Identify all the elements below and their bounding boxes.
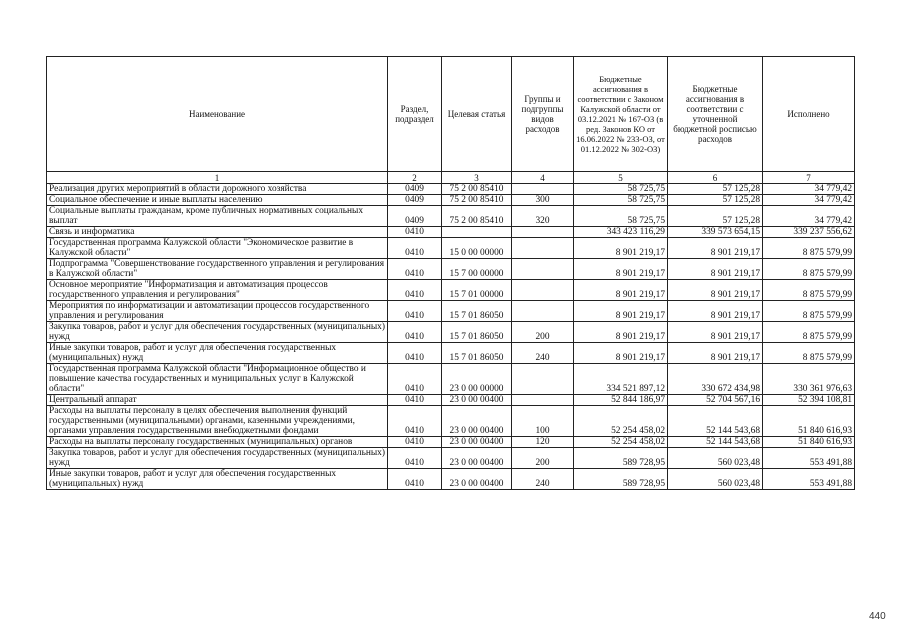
table-row [47, 448, 855, 469]
row-section: 0410 [388, 406, 442, 437]
row-section: 0410 [388, 259, 442, 280]
row-name: Закупка товаров, работ и услуг для обеспечения государственных (муниципальных) нужд [47, 322, 388, 343]
row-section: 0410 [388, 395, 442, 406]
row-executed: 52 394 108,81 [763, 395, 855, 406]
row-section: 0410 [388, 364, 442, 395]
row-approved: 343 423 116,29 [574, 227, 668, 238]
budget-table [46, 56, 855, 490]
row-executed: 553 491,88 [763, 448, 855, 469]
row-approved: 589 728,95 [574, 469, 668, 490]
row-group: 200 [512, 322, 574, 343]
row-name: Государственная программа Калужской области "Экономическое развитие в Калужской области" [47, 238, 388, 259]
table-row [47, 184, 855, 195]
row-approved: 52 254 458,02 [574, 437, 668, 448]
row-group: 100 [512, 406, 574, 437]
row-refined: 8 901 219,17 [668, 259, 763, 280]
row-section: 0410 [388, 469, 442, 490]
row-name: Связь и информатика [47, 227, 388, 238]
budget-rows [47, 184, 855, 490]
row-refined: 8 901 219,17 [668, 343, 763, 364]
row-executed: 51 840 616,93 [763, 406, 855, 437]
table-row [47, 343, 855, 364]
column-number: 5 [574, 172, 668, 184]
row-name: Расходы на выплаты персоналу в целях обеспечения выполнения функций государственными (муниципальными) органами, казенными учреждениями, органами управления государственными внебюджетными фондами [47, 406, 388, 437]
row-article: 15 7 01 86050 [442, 301, 512, 322]
row-refined: 560 023,48 [668, 469, 763, 490]
column-number: 6 [668, 172, 763, 184]
row-group [512, 280, 574, 301]
row-executed: 330 361 976,63 [763, 364, 855, 395]
column-number: 7 [763, 172, 855, 184]
table-row [47, 364, 855, 395]
row-article: 15 7 00 00000 [442, 259, 512, 280]
row-executed: 8 875 579,99 [763, 301, 855, 322]
row-article: 23 0 00 00400 [442, 406, 512, 437]
row-approved: 58 725,75 [574, 184, 668, 195]
row-group: 240 [512, 343, 574, 364]
row-executed: 8 875 579,99 [763, 280, 855, 301]
column-number-row [47, 172, 855, 184]
row-name: Закупка товаров, работ и услуг для обеспечения государственных (муниципальных) нужд [47, 448, 388, 469]
row-section: 0410 [388, 322, 442, 343]
row-section: 0409 [388, 184, 442, 195]
row-name: Центральный аппарат [47, 395, 388, 406]
row-refined: 8 901 219,17 [668, 238, 763, 259]
column-number: 3 [442, 172, 512, 184]
header-row [47, 57, 855, 172]
row-name: Подпрограмма "Совершенствование государственного управления и регулирования в Калужской области" [47, 259, 388, 280]
row-group: 240 [512, 469, 574, 490]
row-refined: 8 901 219,17 [668, 280, 763, 301]
table-row [47, 195, 855, 206]
row-name: Социальное обеспечение и иные выплаты населению [47, 195, 388, 206]
row-approved: 8 901 219,17 [574, 280, 668, 301]
header-name: Наименование [47, 57, 388, 172]
row-group [512, 395, 574, 406]
row-section: 0410 [388, 280, 442, 301]
row-refined: 8 901 219,17 [668, 322, 763, 343]
budget-sheet [46, 56, 855, 490]
row-name: Расходы на выплаты персоналу государственных (муниципальных) органов [47, 437, 388, 448]
row-section: 0410 [388, 301, 442, 322]
row-section: 0410 [388, 227, 442, 238]
row-refined: 57 125,28 [668, 184, 763, 195]
row-refined: 560 023,48 [668, 448, 763, 469]
row-refined: 57 125,28 [668, 206, 763, 227]
table-row [47, 437, 855, 448]
table-row [47, 301, 855, 322]
table-row [47, 469, 855, 490]
row-group [512, 184, 574, 195]
row-approved: 58 725,75 [574, 206, 668, 227]
row-group [512, 238, 574, 259]
row-refined: 52 704 567,16 [668, 395, 763, 406]
row-executed: 34 779,42 [763, 184, 855, 195]
row-article: 23 0 00 00400 [442, 469, 512, 490]
page-number: 440 [869, 611, 886, 622]
row-approved: 8 901 219,17 [574, 343, 668, 364]
column-number: 4 [512, 172, 574, 184]
row-refined: 8 901 219,17 [668, 301, 763, 322]
row-refined: 52 144 543,68 [668, 406, 763, 437]
row-section: 0410 [388, 448, 442, 469]
header-executed: Исполнено [763, 57, 855, 172]
row-article: 15 7 01 86050 [442, 343, 512, 364]
row-approved: 8 901 219,17 [574, 238, 668, 259]
row-article: 75 2 00 85410 [442, 184, 512, 195]
row-article [442, 227, 512, 238]
row-executed: 8 875 579,99 [763, 238, 855, 259]
table-row [47, 395, 855, 406]
row-group [512, 301, 574, 322]
row-refined: 339 573 654,15 [668, 227, 763, 238]
row-approved: 58 725,75 [574, 195, 668, 206]
row-approved: 8 901 219,17 [574, 322, 668, 343]
row-group: 120 [512, 437, 574, 448]
row-article: 23 0 00 00000 [442, 364, 512, 395]
row-approved: 589 728,95 [574, 448, 668, 469]
table-row [47, 322, 855, 343]
row-name: Социальные выплаты гражданам, кроме публичных нормативных социальных выплат [47, 206, 388, 227]
row-name: Реализация других мероприятий в области дорожного хозяйства [47, 184, 388, 195]
header-group: Группы и подгруппы видов расходов [512, 57, 574, 172]
row-section: 0410 [388, 343, 442, 364]
row-approved: 8 901 219,17 [574, 259, 668, 280]
table-row [47, 206, 855, 227]
table-row [47, 259, 855, 280]
header-section: Раздел, подраздел [388, 57, 442, 172]
row-article: 15 0 00 00000 [442, 238, 512, 259]
row-approved: 52 844 186,97 [574, 395, 668, 406]
row-executed: 34 779,42 [763, 195, 855, 206]
header-article: Целевая статья [442, 57, 512, 172]
row-refined: 330 672 434,98 [668, 364, 763, 395]
table-row [47, 227, 855, 238]
row-group [512, 364, 574, 395]
row-article: 23 0 00 00400 [442, 395, 512, 406]
row-section: 0409 [388, 195, 442, 206]
row-executed: 339 237 556,62 [763, 227, 855, 238]
row-article: 23 0 00 00400 [442, 448, 512, 469]
row-executed: 553 491,88 [763, 469, 855, 490]
row-name: Государственная программа Калужской области "Информационное общество и повышение качества государственных и муниципальных услуг в Калужской области" [47, 364, 388, 395]
row-article: 15 7 01 00000 [442, 280, 512, 301]
row-refined: 57 125,28 [668, 195, 763, 206]
column-number: 1 [47, 172, 388, 184]
row-refined: 52 144 543,68 [668, 437, 763, 448]
row-name: Иные закупки товаров, работ и услуг для обеспечения государственных (муниципальных) нужд [47, 343, 388, 364]
header-refined: Бюджетные ассигнования в соответствии с уточненной бюджетной росписью расходов [668, 57, 763, 172]
table-row [47, 280, 855, 301]
row-group: 320 [512, 206, 574, 227]
row-section: 0410 [388, 238, 442, 259]
row-executed: 8 875 579,99 [763, 343, 855, 364]
row-section: 0409 [388, 206, 442, 227]
row-group [512, 227, 574, 238]
row-executed: 8 875 579,99 [763, 259, 855, 280]
row-group: 200 [512, 448, 574, 469]
row-section: 0410 [388, 437, 442, 448]
row-name: Иные закупки товаров, работ и услуг для обеспечения государственных (муниципальных) нужд [47, 469, 388, 490]
table-row [47, 238, 855, 259]
row-article: 75 2 00 85410 [442, 206, 512, 227]
row-approved: 334 521 897,12 [574, 364, 668, 395]
row-article: 75 2 00 85410 [442, 195, 512, 206]
row-group [512, 259, 574, 280]
row-article: 15 7 01 86050 [442, 322, 512, 343]
row-group: 300 [512, 195, 574, 206]
table-row [47, 406, 855, 437]
header-approved: Бюджетные ассигнования в соответствии с Законом Калужской области от 03.12.2021 № 167-ОЗ (в ред. Законов КО от 16.06.2022 № 233-ОЗ, от 01.12.2022 № 302-ОЗ) [574, 57, 668, 172]
row-approved: 52 254 458,02 [574, 406, 668, 437]
row-approved: 8 901 219,17 [574, 301, 668, 322]
row-executed: 8 875 579,99 [763, 322, 855, 343]
row-executed: 34 779,42 [763, 206, 855, 227]
row-name: Мероприятия по информатизации и автоматизации процессов государственного управления и регулирования [47, 301, 388, 322]
column-number: 2 [388, 172, 442, 184]
row-article: 23 0 00 00400 [442, 437, 512, 448]
row-executed: 51 840 616,93 [763, 437, 855, 448]
row-name: Основное мероприятие "Информатизация и автоматизация процессов государственного управления и регулирования" [47, 280, 388, 301]
